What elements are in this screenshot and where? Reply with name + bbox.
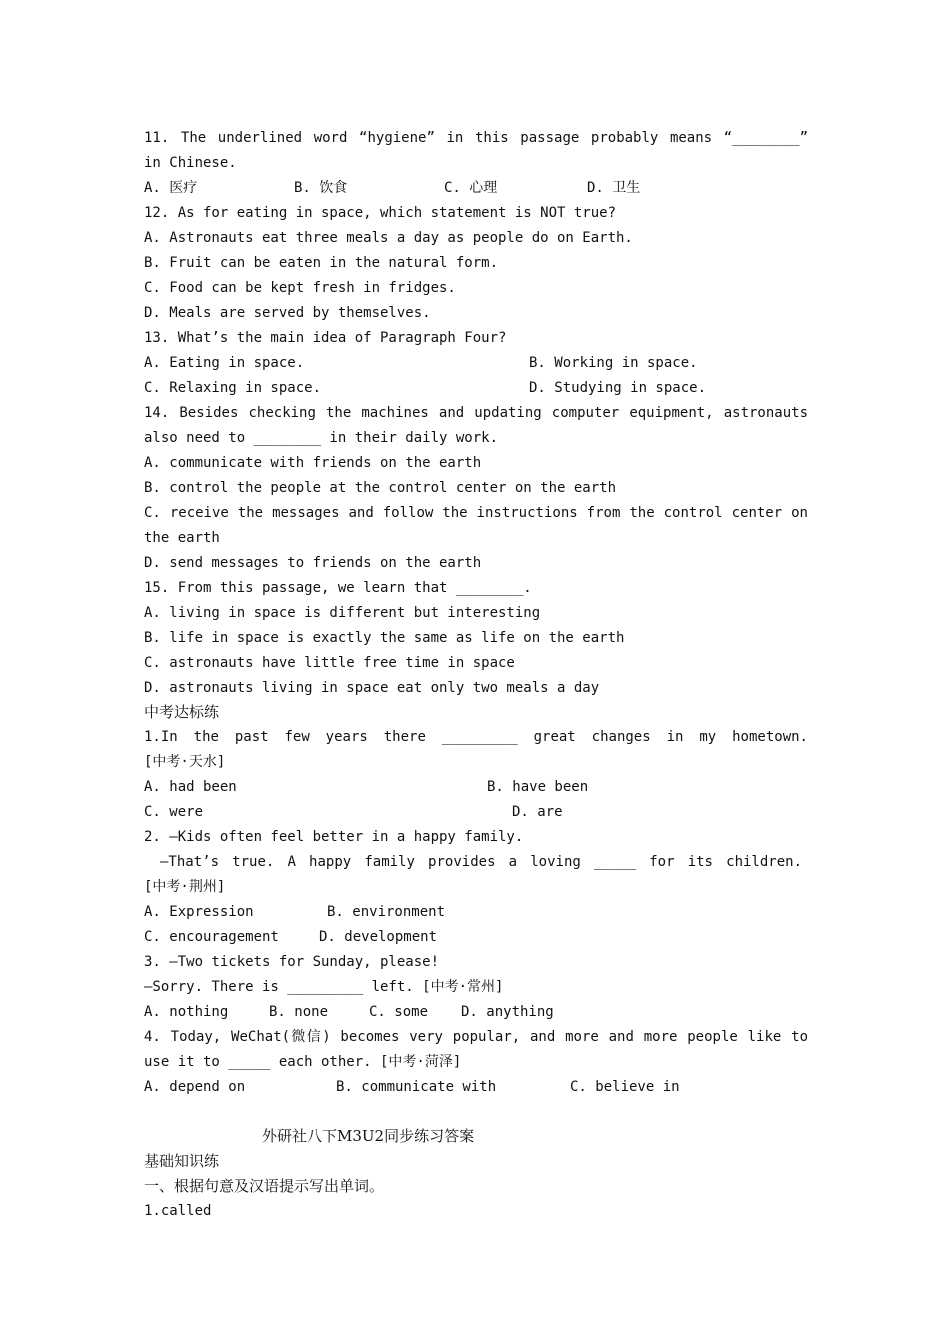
- q14-option-d: D. send messages to friends on the earth: [144, 555, 482, 571]
- zk-q3-option-a: A. nothing: [144, 1004, 229, 1020]
- zk-q2-stem-line3: [中考·荆州]: [144, 879, 226, 895]
- q15-option-d: D. astronauts living in space eat only two meals a day: [144, 680, 600, 696]
- q14-stem-line2: also need to ________ in their daily work.: [144, 430, 499, 446]
- q14-option-c: C. receive the messages and follow the instructions from the control center on: [144, 505, 808, 521]
- q11-options: [144, 176, 808, 201]
- zk-q4-stem-line2: use it to _____ each other. [中考·菏泽]: [144, 1054, 462, 1070]
- zk-q1-option-a: A. had been: [144, 779, 237, 795]
- q11-option-c: C. 心理: [444, 180, 498, 196]
- q15-option-b: B. life in space is exactly the same as life on the earth: [144, 630, 625, 646]
- q14-stem-line1: 14. Besides checking the machines and updating computer equipment, astronauts: [144, 405, 808, 421]
- q15-stem: 15. From this passage, we learn that ________.: [144, 580, 532, 596]
- zk-q1-stem-line1: 1.In the past few years there _________ great changes in my hometown.: [144, 729, 808, 745]
- q11-option-b: B. 饮食: [294, 180, 348, 196]
- q15-option-c: C. astronauts have little free time in space: [144, 655, 515, 671]
- q13-option-c: C. Relaxing in space.: [144, 380, 322, 396]
- q14-option-c-cont: the earth: [144, 530, 220, 546]
- zk-q1-options-row1: [144, 775, 808, 800]
- zk-q2-option-c: C. encouragement: [144, 929, 279, 945]
- zk-q4-option-a: A. depend on: [144, 1079, 246, 1095]
- zk-q2-options-row1: [144, 900, 808, 925]
- q12-stem: 12. As for eating in space, which statement is NOT true?: [144, 205, 617, 221]
- zk-q1-option-d: D. are: [512, 804, 563, 820]
- q11-stem-line1: 11. The underlined word “hygiene” in this passage probably means “________”: [144, 130, 808, 146]
- q12-option-b: B. Fruit can be eaten in the natural form.: [144, 255, 499, 271]
- zk-q2-option-a: A. Expression: [144, 904, 254, 920]
- q13-option-b: B. Working in space.: [529, 355, 698, 371]
- zk-q4-stem-line1: 4. Today, WeChat(微信) becomes very popular, and more and more people like to: [144, 1029, 808, 1045]
- zk-q1-option-b: B. have been: [487, 779, 589, 795]
- answers-item-1: 1.called: [144, 1203, 212, 1219]
- zk-q3-stem-line2: —Sorry. There is _________ left. [中考·常州]: [144, 979, 504, 995]
- zk-q2-stem-line2: —That’s true. A happy family provides a loving _____ for its children.: [160, 854, 802, 870]
- zk-q2-option-b: B. environment: [327, 904, 446, 920]
- q12-option-c: C. Food can be kept fresh in fridges.: [144, 280, 456, 296]
- answers-part1-heading: 一、根据句意及汉语提示写出单词。: [144, 1177, 385, 1195]
- q11-option-d: D. 卫生: [587, 180, 641, 196]
- zk-q2-option-d: D. development: [319, 929, 438, 945]
- q15-option-a: A. living in space is different but interesting: [144, 605, 541, 621]
- answers-title: 外研社八下M3U2同步练习答案: [262, 1127, 475, 1145]
- q14-option-a: A. communicate with friends on the earth: [144, 455, 482, 471]
- zk-q3-options: [144, 1000, 808, 1025]
- q12-option-a: A. Astronauts eat three meals a day as people do on Earth.: [144, 230, 633, 246]
- q14-option-b: B. control the people at the control center on the earth: [144, 480, 617, 496]
- zk-q3-stem-line1: 3. —Two tickets for Sunday, please!: [144, 954, 440, 970]
- zk-q2-options-row2: [144, 925, 808, 950]
- q13-option-d: D. Studying in space.: [529, 380, 707, 396]
- q13-options-row2: [144, 376, 808, 401]
- zk-q4-option-b: B. communicate with: [336, 1079, 497, 1095]
- zk-q4-option-c: C. believe in: [570, 1079, 680, 1095]
- q12-option-d: D. Meals are served by themselves.: [144, 305, 431, 321]
- zk-q3-option-d: D. anything: [461, 1004, 554, 1020]
- section-heading-zhongkao: 中考达标练: [144, 703, 220, 721]
- q13-options-row1: [144, 351, 808, 376]
- answers-section-heading: 基础知识练: [144, 1152, 220, 1170]
- q13-option-a: A. Eating in space.: [144, 355, 305, 371]
- zk-q3-option-c: C. some: [369, 1004, 429, 1020]
- zk-q2-stem-line1: 2. —Kids often feel better in a happy family.: [144, 829, 524, 845]
- zk-q3-option-b: B. none: [269, 1004, 329, 1020]
- zk-q4-options: [144, 1075, 808, 1100]
- zk-q1-options-row2: [144, 800, 808, 825]
- q11-option-a: A. 医疗: [144, 180, 198, 196]
- q13-stem: 13. What’s the main idea of Paragraph Four?: [144, 330, 507, 346]
- q11-stem-line2: in Chinese.: [144, 155, 237, 171]
- zk-q1-option-c: C. were: [144, 804, 204, 820]
- zk-q1-stem-line2: [中考·天水]: [144, 754, 226, 770]
